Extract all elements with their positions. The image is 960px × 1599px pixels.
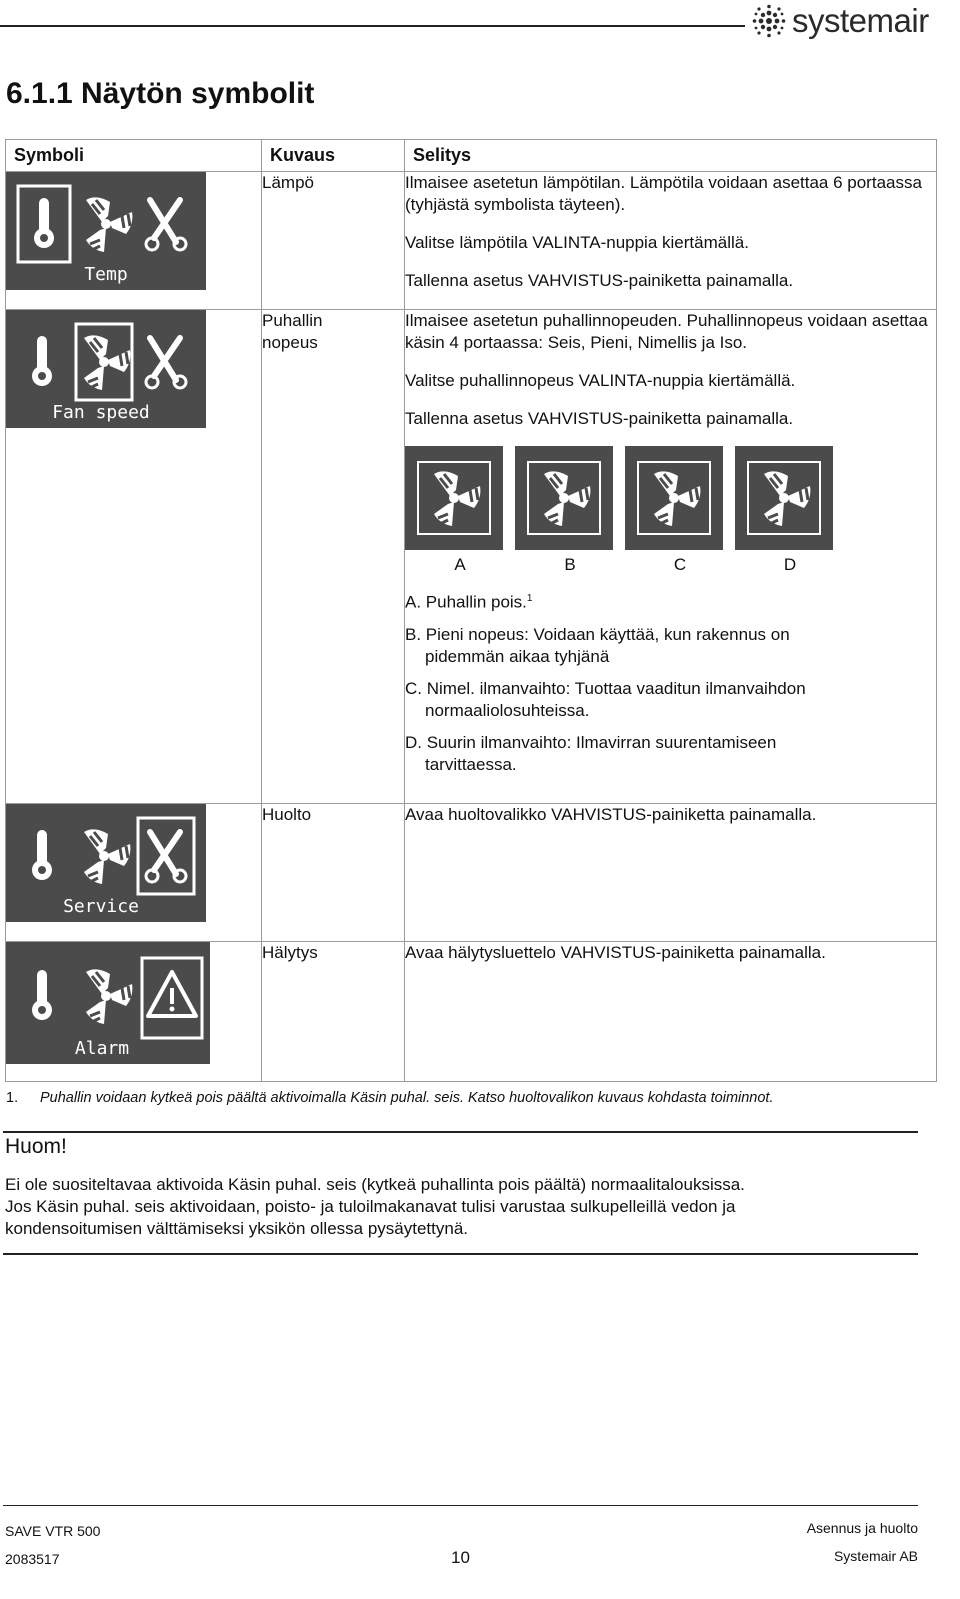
kuvaus-cell (262, 310, 405, 804)
panel-label: Fan speed (52, 402, 150, 423)
kuvaus-cell: Hälytys (262, 942, 405, 1082)
fan-speed-display-icon (6, 310, 206, 428)
page-number: 10 (451, 1548, 470, 1567)
table-header-row (6, 140, 937, 172)
fan-level-c-icon (625, 446, 723, 550)
note-title: Huom! (5, 1135, 67, 1158)
footer-rule (3, 1505, 918, 1506)
header-rule (0, 25, 745, 27)
kuvaus-text: Puhallin nopeus (262, 311, 323, 352)
symbol-cell (6, 172, 262, 310)
footnote-number: 1. (6, 1090, 19, 1106)
kuvaus-cell: Lämpö (262, 172, 405, 310)
symbol-cell (6, 310, 262, 804)
fan-level-label: D (783, 555, 797, 574)
kuvaus-cell: Huolto (262, 804, 405, 942)
header-kuvaus: Kuvaus (262, 140, 405, 172)
fan-level-label: B (564, 555, 576, 574)
brand-name: systemair (792, 2, 929, 39)
systemair-logo-icon (752, 4, 786, 38)
fan-option-d: D. Suurin ilmanvaihto: Ilmavirran suurentamiseen tarvittaessa. (405, 732, 777, 774)
footer-company: Systemair AB (833, 1548, 918, 1564)
footer-product: SAVE VTR 500 (5, 1523, 101, 1539)
footer-section: Asennus ja huolto (806, 1520, 918, 1536)
fan-level-label: A (454, 555, 466, 574)
note-line: Jos Käsin puhal. seis aktivoidaan, poisto- ja tuloilmakanavat tulisi varustaa sulkupelleillä vedon ja (5, 1197, 736, 1216)
note-line: kondensoitumisen välttämiseksi yksikön ollessa pysäytettynä. (5, 1219, 468, 1238)
fan-level-icons (405, 446, 936, 550)
fan-option-a: A. Puhallin pois.$^1$ (405, 592, 533, 612)
selitys-cell (405, 804, 937, 942)
footnote (6, 1090, 926, 1106)
footer-doc-number: 2083517 (5, 1551, 60, 1567)
fan-level-label: C (673, 555, 687, 574)
selitys-text: Avaa hälytysluettelo VAHVISTUS-painiketta painamalla. (405, 943, 826, 962)
service-display-icon (6, 804, 206, 922)
footnote-text: Puhallin voidaan kytkeä pois päältä aktivoimalla Käsin puhal. seis. Katso huoltovalikon kuvaus kohdasta toiminnot. (40, 1090, 774, 1106)
note-rule-top (3, 1131, 918, 1133)
section-title: 6.1.1 Näytön symbolit (6, 77, 315, 110)
header-symboli: Symboli (6, 140, 262, 172)
symbols-table (5, 139, 937, 1082)
note-text (5, 1174, 915, 1240)
table-row-service (6, 804, 937, 942)
selitys-text: Ilmaisee asetetun lämpötilan. Lämpötila voidaan asettaa 6 portaassa (tyhjästä symbolista täyteen). (405, 173, 922, 214)
symbol-cell (6, 804, 262, 942)
selitys-text: Avaa huoltovalikko VAHVISTUS-painiketta painamalla. (405, 805, 817, 824)
selitys-cell (405, 942, 937, 1082)
temp-display-icon (6, 172, 206, 290)
note-line: Ei ole suositeltavaa aktivoida Käsin puhal. seis (kytkeä puhallinta pois päältä) normaalitalouksissa. (5, 1175, 745, 1194)
fan-level-d-icon (735, 446, 833, 550)
fan-level-a-icon (405, 446, 503, 550)
fan-option-c: C. Nimel. ilmanvaihto: Tuottaa vaaditun ilmanvaihdon normaaliolosuhteissa. (405, 678, 806, 720)
symbol-cell (6, 942, 262, 1082)
selitys-cell (405, 310, 937, 804)
fan-level-labels (405, 554, 936, 576)
note-rule-bottom (3, 1253, 918, 1255)
fan-level-b-icon (515, 446, 613, 550)
footnote-ref: 1 (526, 593, 533, 604)
selitys-text: Valitse lämpötila VALINTA-nuppia kiertämällä. (405, 233, 749, 252)
fan-option-b: B. Pieni nopeus: Voidaan käyttää, kun rakennus on pidemmän aikaa tyhjänä (405, 624, 790, 666)
table-row-temp (6, 172, 937, 310)
panel-label: Alarm (74, 1038, 130, 1059)
selitys-text: Tallenna asetus VAHVISTUS-painiketta painamalla. (405, 409, 794, 428)
selitys-cell (405, 172, 937, 310)
panel-label: Temp (84, 264, 128, 285)
selitys-text: Tallenna asetus VAHVISTUS-painiketta painamalla. (405, 271, 794, 290)
brand (752, 0, 942, 42)
table-row-alarm (6, 942, 937, 1082)
panel-label: Service (63, 896, 139, 917)
selitys-text: Ilmaisee asetetun puhallinnopeuden. Puhallinnopeus voidaan asettaa käsin 4 portaassa: Seis, Pieni, Nimellis ja Iso. (405, 311, 928, 352)
selitys-text: Valitse puhallinnopeus VALINTA-nuppia kiertämällä. (405, 371, 796, 390)
table-row-fan-speed (6, 310, 937, 804)
alarm-display-icon (6, 942, 210, 1064)
header-selitys: Selitys (405, 140, 937, 172)
